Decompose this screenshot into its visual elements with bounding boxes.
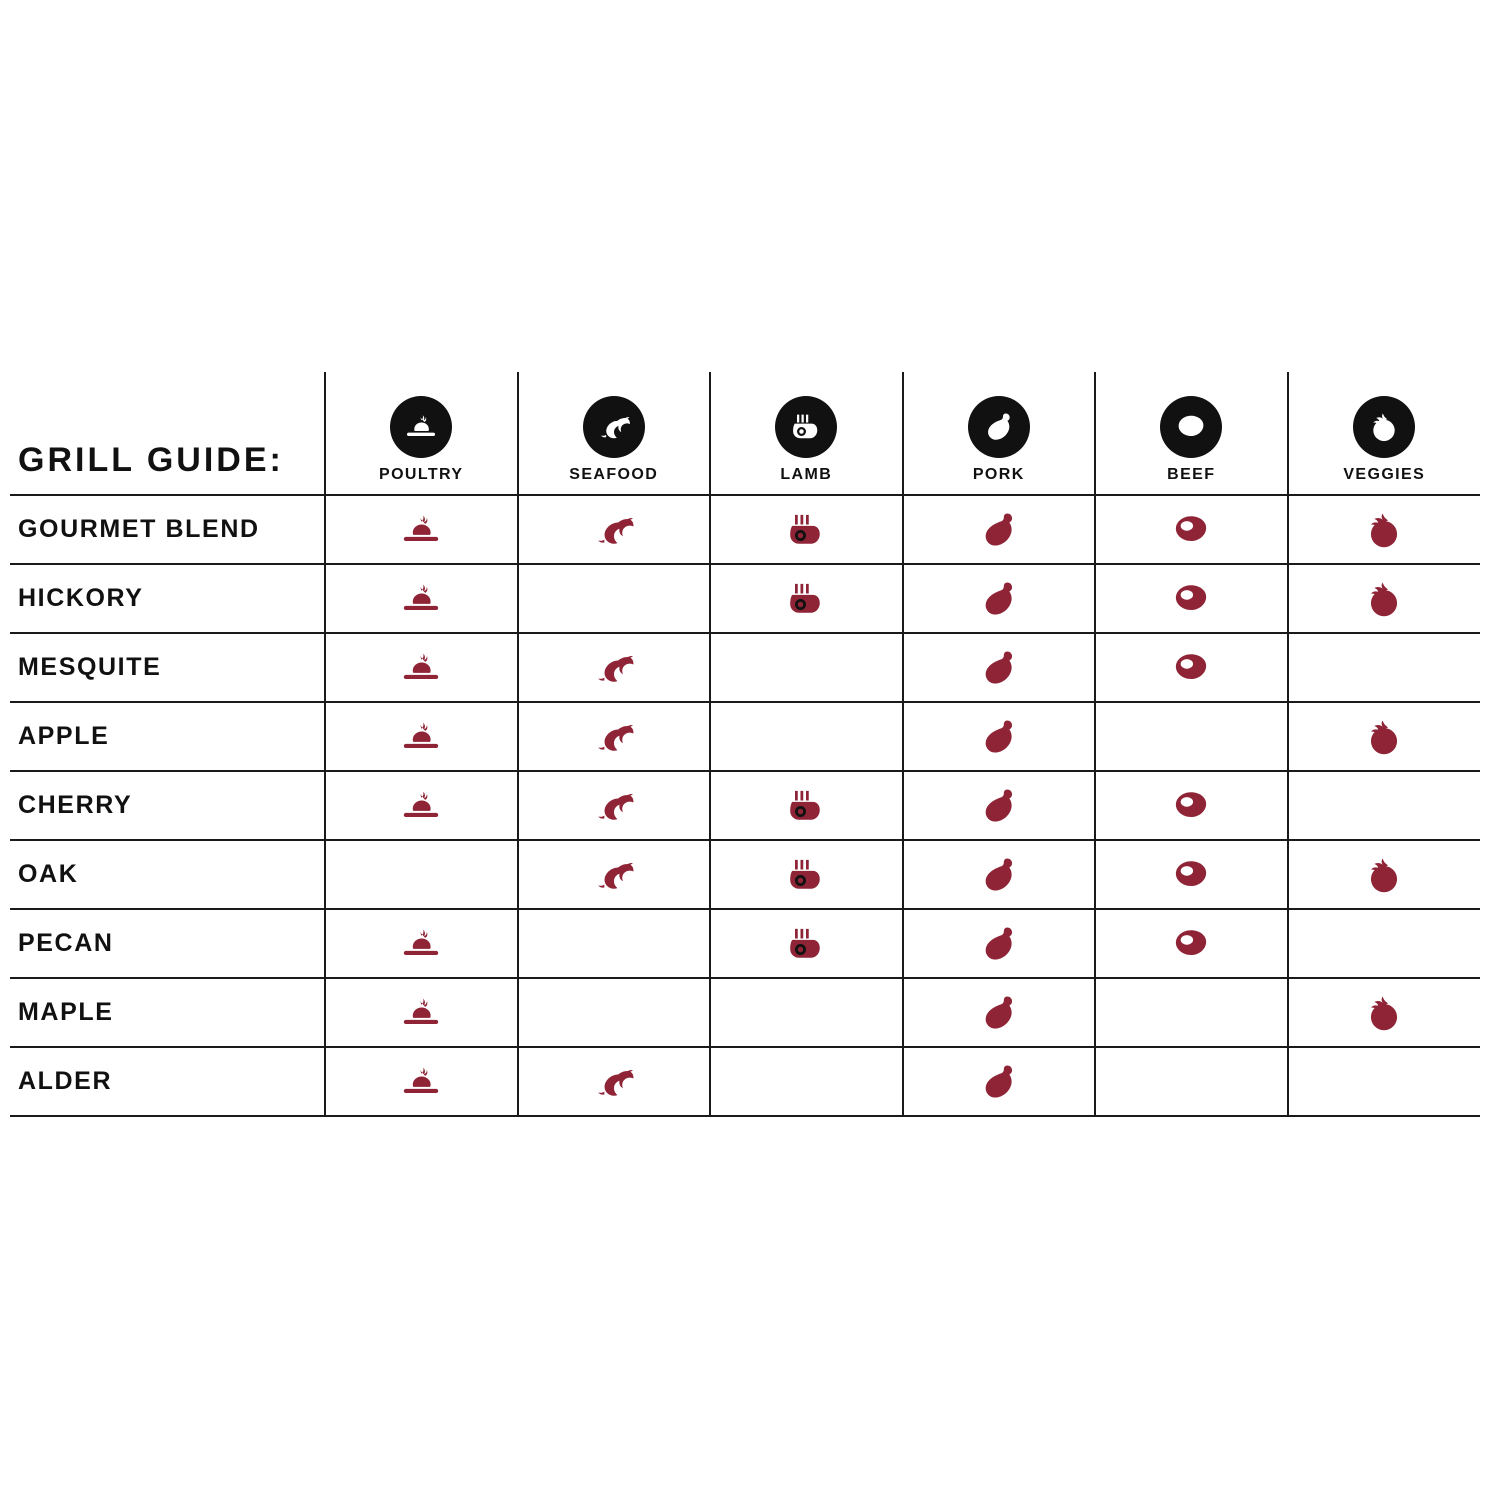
- header-row: [10, 372, 1480, 495]
- tomato-icon: [1289, 496, 1481, 563]
- cell-mesquite-seafood: [518, 633, 711, 702]
- table-row: [10, 840, 1480, 909]
- category-header-beef: [1095, 372, 1288, 495]
- cell-hickory-veggies: [1288, 564, 1481, 633]
- category-header-lamb: [710, 372, 903, 495]
- ham-icon: [904, 634, 1095, 701]
- cell-gourmet-blend-lamb: [710, 495, 903, 564]
- lamb-chop-icon: [711, 841, 902, 908]
- grill-guide-table: [10, 372, 1480, 1117]
- cell-mesquite-poultry: [325, 633, 518, 702]
- shrimp-icon: [519, 1048, 710, 1115]
- empty-cell: [1289, 634, 1481, 701]
- table-row: [10, 1047, 1480, 1116]
- cell-hickory-seafood: [518, 564, 711, 633]
- empty-cell: [519, 565, 710, 632]
- cell-alder-lamb: [710, 1047, 903, 1116]
- category-label: BEEF: [1167, 466, 1216, 483]
- cell-oak-seafood: [518, 840, 711, 909]
- cell-hickory-lamb: [710, 564, 903, 633]
- shrimp-icon: [519, 772, 710, 839]
- steak-icon: [1160, 396, 1222, 458]
- table-row: [10, 978, 1480, 1047]
- table-row: [10, 633, 1480, 702]
- poultry-icon: [326, 634, 517, 701]
- cell-gourmet-blend-pork: [903, 495, 1096, 564]
- ham-icon: [904, 565, 1095, 632]
- wood-type-label: GOURMET BLEND: [10, 495, 325, 564]
- empty-cell: [711, 979, 902, 1046]
- steak-icon: [1096, 841, 1287, 908]
- page-title: GRILL GUIDE:: [18, 441, 284, 479]
- wood-type-label: PECAN: [10, 909, 325, 978]
- ham-icon: [904, 979, 1095, 1046]
- tomato-icon: [1289, 565, 1481, 632]
- poultry-icon: [326, 910, 517, 977]
- steak-icon: [1096, 565, 1287, 632]
- table-row: [10, 495, 1480, 564]
- empty-cell: [1289, 772, 1481, 839]
- empty-cell: [1096, 703, 1287, 770]
- cell-oak-beef: [1095, 840, 1288, 909]
- wood-type-label: OAK: [10, 840, 325, 909]
- cell-maple-seafood: [518, 978, 711, 1047]
- cell-gourmet-blend-seafood: [518, 495, 711, 564]
- ham-icon: [904, 496, 1095, 563]
- wood-type-label: ALDER: [10, 1047, 325, 1116]
- ham-icon: [904, 841, 1095, 908]
- poultry-icon: [390, 396, 452, 458]
- ham-icon: [904, 703, 1095, 770]
- cell-mesquite-beef: [1095, 633, 1288, 702]
- cell-alder-veggies: [1288, 1047, 1481, 1116]
- cell-pecan-lamb: [710, 909, 903, 978]
- ham-icon: [968, 396, 1030, 458]
- lamb-chop-icon: [711, 565, 902, 632]
- category-label: SEAFOOD: [569, 466, 659, 483]
- empty-cell: [711, 703, 902, 770]
- tomato-icon: [1289, 841, 1481, 908]
- cell-alder-poultry: [325, 1047, 518, 1116]
- cell-oak-pork: [903, 840, 1096, 909]
- empty-cell: [326, 841, 517, 908]
- poultry-icon: [326, 979, 517, 1046]
- guide-title-cell: [10, 372, 325, 495]
- category-header-poultry: [325, 372, 518, 495]
- table-row: [10, 909, 1480, 978]
- cell-pecan-veggies: [1288, 909, 1481, 978]
- poultry-icon: [326, 772, 517, 839]
- cell-gourmet-blend-veggies: [1288, 495, 1481, 564]
- table-row: [10, 771, 1480, 840]
- category-header-seafood: [518, 372, 711, 495]
- ham-icon: [904, 1048, 1095, 1115]
- cell-cherry-seafood: [518, 771, 711, 840]
- steak-icon: [1096, 772, 1287, 839]
- cell-pecan-poultry: [325, 909, 518, 978]
- cell-maple-beef: [1095, 978, 1288, 1047]
- cell-alder-beef: [1095, 1047, 1288, 1116]
- category-label: LAMB: [780, 466, 833, 483]
- cell-apple-veggies: [1288, 702, 1481, 771]
- cell-maple-veggies: [1288, 978, 1481, 1047]
- cell-apple-poultry: [325, 702, 518, 771]
- shrimp-icon: [519, 496, 710, 563]
- category-label: PORK: [972, 466, 1025, 483]
- empty-cell: [711, 634, 902, 701]
- cell-apple-beef: [1095, 702, 1288, 771]
- category-label: VEGGIES: [1343, 466, 1426, 483]
- shrimp-icon: [519, 703, 710, 770]
- empty-cell: [1289, 1048, 1481, 1115]
- cell-alder-seafood: [518, 1047, 711, 1116]
- lamb-chop-icon: [711, 910, 902, 977]
- steak-icon: [1096, 496, 1287, 563]
- ham-icon: [904, 910, 1095, 977]
- empty-cell: [519, 910, 710, 977]
- cell-maple-lamb: [710, 978, 903, 1047]
- wood-type-label: APPLE: [10, 702, 325, 771]
- cell-maple-pork: [903, 978, 1096, 1047]
- cell-apple-lamb: [710, 702, 903, 771]
- cell-gourmet-blend-beef: [1095, 495, 1288, 564]
- wood-type-label: MESQUITE: [10, 633, 325, 702]
- cell-mesquite-pork: [903, 633, 1096, 702]
- cell-alder-pork: [903, 1047, 1096, 1116]
- cell-mesquite-veggies: [1288, 633, 1481, 702]
- cell-cherry-beef: [1095, 771, 1288, 840]
- wood-type-label: MAPLE: [10, 978, 325, 1047]
- lamb-chop-icon: [711, 496, 902, 563]
- wood-type-label: HICKORY: [10, 564, 325, 633]
- cell-hickory-beef: [1095, 564, 1288, 633]
- empty-cell: [711, 1048, 902, 1115]
- shrimp-icon: [519, 841, 710, 908]
- cell-pecan-seafood: [518, 909, 711, 978]
- table-row: [10, 702, 1480, 771]
- steak-icon: [1096, 634, 1287, 701]
- empty-cell: [519, 979, 710, 1046]
- cell-hickory-poultry: [325, 564, 518, 633]
- empty-cell: [1289, 910, 1481, 977]
- cell-cherry-pork: [903, 771, 1096, 840]
- cell-apple-pork: [903, 702, 1096, 771]
- shrimp-icon: [519, 634, 710, 701]
- lamb-chop-icon: [711, 772, 902, 839]
- lamb-chop-icon: [775, 396, 837, 458]
- cell-hickory-pork: [903, 564, 1096, 633]
- cell-pecan-pork: [903, 909, 1096, 978]
- poultry-icon: [326, 565, 517, 632]
- wood-type-label: CHERRY: [10, 771, 325, 840]
- tomato-icon: [1353, 396, 1415, 458]
- cell-gourmet-blend-poultry: [325, 495, 518, 564]
- table-row: [10, 564, 1480, 633]
- category-header-veggies: [1288, 372, 1481, 495]
- cell-cherry-poultry: [325, 771, 518, 840]
- empty-cell: [1096, 1048, 1287, 1115]
- cell-oak-lamb: [710, 840, 903, 909]
- shrimp-icon: [583, 396, 645, 458]
- cell-pecan-beef: [1095, 909, 1288, 978]
- poultry-icon: [326, 703, 517, 770]
- ham-icon: [904, 772, 1095, 839]
- tomato-icon: [1289, 979, 1481, 1046]
- cell-oak-poultry: [325, 840, 518, 909]
- empty-cell: [1096, 979, 1287, 1046]
- cell-cherry-veggies: [1288, 771, 1481, 840]
- category-label: POULTRY: [379, 466, 464, 483]
- cell-mesquite-lamb: [710, 633, 903, 702]
- cell-maple-poultry: [325, 978, 518, 1047]
- poultry-icon: [326, 496, 517, 563]
- category-header-pork: [903, 372, 1096, 495]
- cell-apple-seafood: [518, 702, 711, 771]
- cell-oak-veggies: [1288, 840, 1481, 909]
- steak-icon: [1096, 910, 1287, 977]
- cell-cherry-lamb: [710, 771, 903, 840]
- poultry-icon: [326, 1048, 517, 1115]
- tomato-icon: [1289, 703, 1481, 770]
- grill-guide: [0, 372, 1480, 1117]
